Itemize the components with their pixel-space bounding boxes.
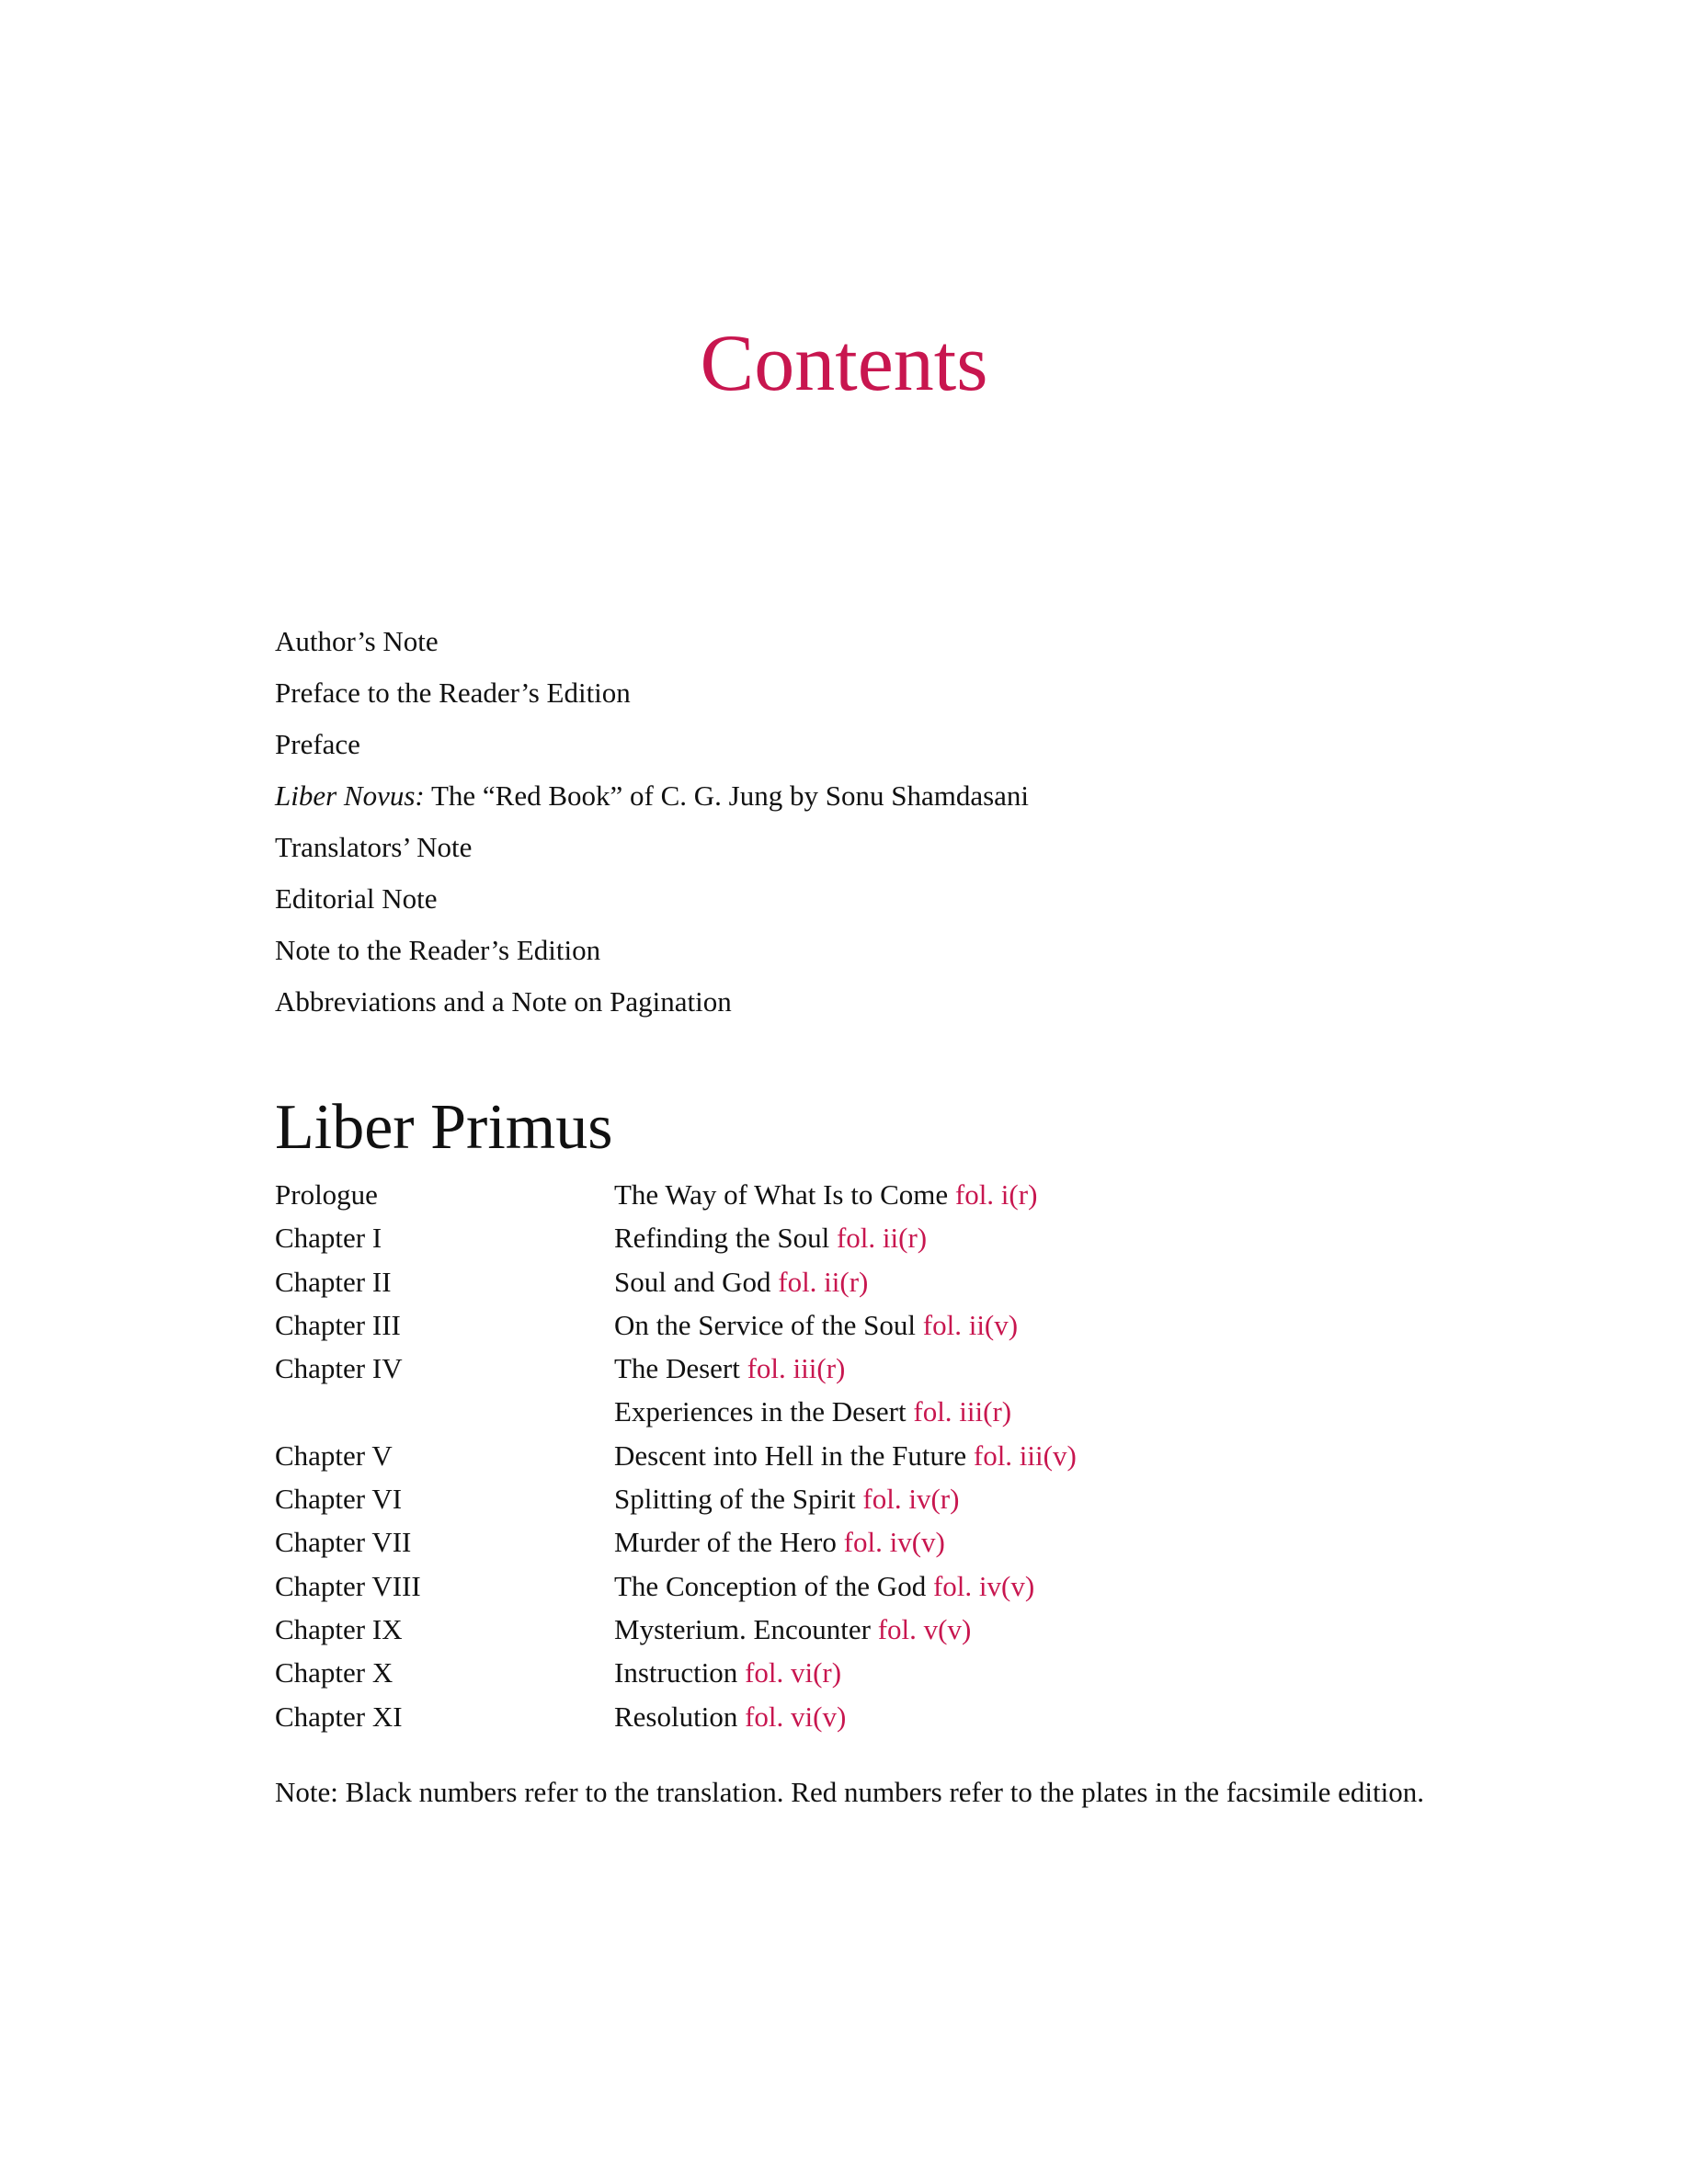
folio-reference: fol. vi(r) [745,1656,842,1689]
front-matter-list [275,616,1562,1028]
folio-reference: fol. iii(v) [973,1439,1077,1472]
front-matter-item-label: Editorial Note [275,882,438,915]
chapter-number: Chapter V [275,1439,393,1472]
chapter-row[interactable] [275,1216,1562,1259]
folio-reference: fol. ii(v) [922,1308,1019,1341]
chapter-number [275,1390,614,1433]
front-matter-item-label: The “Red Book” of C. G. Jung by Sonu Shamdasani [424,779,1030,812]
chapter-title: Instruction [614,1656,738,1689]
chapter-entry [614,1347,1562,1390]
folio-reference: fol. vi(v) [745,1700,847,1733]
chapter-row[interactable] [275,1260,1562,1303]
chapter-entry [614,1651,1562,1694]
folio-reference: fol. iii(r) [747,1352,846,1385]
folio-reference: fol. iv(v) [932,1569,1035,1602]
folio-reference: fol. ii(r) [778,1265,869,1298]
chapter-entry [614,1608,1562,1651]
front-matter-item[interactable] [275,667,1562,719]
folio-reference: fol. i(r) [954,1178,1038,1211]
front-matter-item[interactable] [275,925,1562,976]
chapter-title: Murder of the Hero [614,1526,837,1559]
chapter-title: Descent into Hell in the Future [614,1439,967,1472]
folio-reference: fol. iv(v) [843,1526,945,1559]
front-matter-item-label: Translators’ Note [275,831,473,863]
chapter-row[interactable] [275,1695,1562,1738]
front-matter-item[interactable] [275,770,1562,822]
chapter-entry [614,1434,1562,1477]
chapter-row[interactable] [275,1608,1562,1651]
chapter-row[interactable] [275,1347,1562,1390]
front-matter-item-italic: Liber Novus: [275,779,425,812]
chapter-number: Chapter III [275,1308,401,1341]
chapter-number: Chapter XI [275,1700,403,1733]
chapter-entry [614,1520,1562,1564]
chapter-list [275,1173,1562,1738]
chapter-row[interactable] [275,1390,1562,1433]
footnote: Note: Black numbers refer to the translation. Red numbers refer to the plates in the facsimile edition. [275,1776,1424,1808]
chapter-row[interactable] [275,1520,1562,1564]
chapter-number: Prologue [275,1178,378,1211]
front-matter-item-label: Preface to the Reader’s Edition [275,677,631,709]
chapter-number: Chapter X [275,1656,393,1689]
chapter-entry [614,1390,1562,1433]
front-matter-item-label: Note to the Reader’s Edition [275,934,601,966]
chapter-title: The Desert [614,1352,740,1385]
chapter-title: Mysterium. Encounter [614,1612,871,1645]
front-matter-item-label: Author’s Note [275,625,439,657]
chapter-entry [614,1695,1562,1738]
chapter-title: Experiences in the Desert [614,1395,907,1428]
chapter-number: Chapter IX [275,1612,403,1645]
chapter-row[interactable] [275,1564,1562,1608]
front-matter-item[interactable] [275,822,1562,873]
chapter-title: Splitting of the Spirit [614,1483,856,1516]
folio-reference: fol. v(v) [877,1612,972,1645]
page-title: Contents [700,319,988,408]
front-matter-item-label: Abbreviations and a Note on Pagination [275,985,732,1018]
chapter-entry [614,1564,1562,1608]
chapter-entry [614,1260,1562,1303]
chapter-entry [614,1303,1562,1347]
chapter-entry [614,1477,1562,1520]
chapter-title: Refinding the Soul [614,1222,830,1255]
folio-reference: fol. ii(r) [836,1222,928,1255]
chapter-entry [614,1173,1562,1216]
chapter-row[interactable] [275,1477,1562,1520]
chapter-number: Chapter VIII [275,1569,421,1602]
chapter-entry [614,1216,1562,1259]
chapter-title: The Way of What Is to Come [614,1178,949,1211]
section-heading: Liber Primus [275,1092,613,1163]
chapter-number: Chapter I [275,1222,382,1255]
chapter-row[interactable] [275,1434,1562,1477]
chapter-title: Resolution [614,1700,738,1733]
chapter-title: The Conception of the God [614,1569,927,1602]
folio-reference: fol. iv(r) [862,1483,960,1516]
folio-reference: fol. iii(r) [913,1395,1012,1428]
chapter-row[interactable] [275,1303,1562,1347]
front-matter-item[interactable] [275,719,1562,770]
chapter-number: Chapter VI [275,1483,403,1516]
chapter-number: Chapter II [275,1265,392,1298]
chapter-title: On the Service of the Soul [614,1308,917,1341]
chapter-row[interactable] [275,1173,1562,1216]
front-matter-item[interactable] [275,976,1562,1028]
front-matter-item[interactable] [275,873,1562,925]
front-matter-item-label: Preface [275,728,360,760]
chapter-title: Soul and God [614,1265,771,1298]
chapter-number: Chapter IV [275,1352,403,1385]
chapter-row[interactable] [275,1651,1562,1694]
front-matter-item[interactable] [275,616,1562,667]
chapter-number: Chapter VII [275,1526,412,1559]
